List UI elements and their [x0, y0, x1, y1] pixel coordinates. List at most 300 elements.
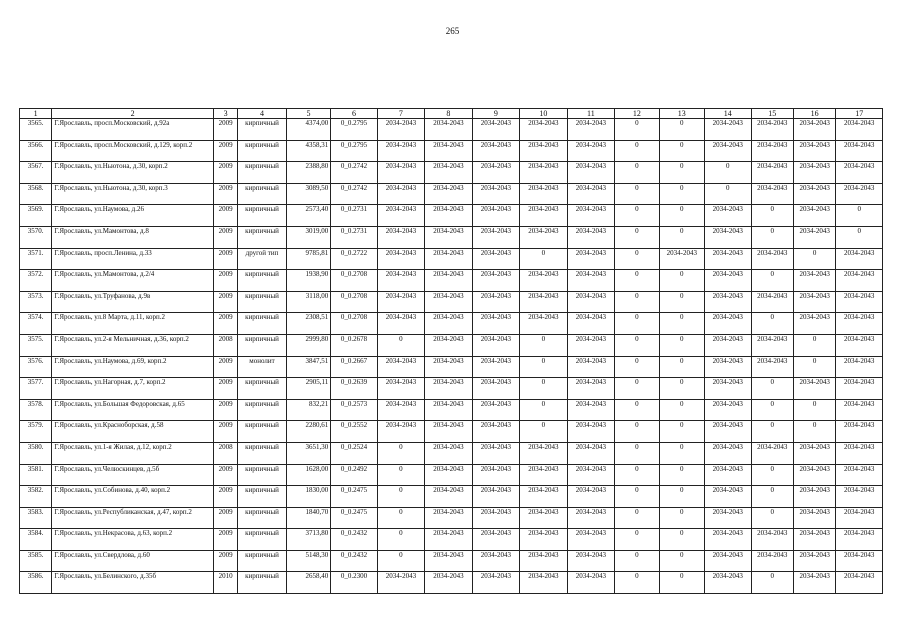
- table-row: [20, 486, 883, 508]
- coefficient-cell: 0_0.2475: [331, 507, 377, 529]
- period-c9-cell: 2034-2043: [472, 226, 519, 248]
- column-header: 14: [705, 109, 751, 119]
- table-body: [20, 119, 883, 594]
- period-c16-cell: 0: [793, 248, 835, 270]
- address-cell: Г.Ярославль, ул.Наумова, д.26: [52, 205, 214, 227]
- coefficient-cell: 0_0.2731: [331, 205, 377, 227]
- area-cell: 1628,00: [286, 464, 330, 486]
- address-cell: Г.Ярославль, ул.Некрасова, д.63, корп.2: [52, 529, 214, 551]
- period-c12-cell: 0: [615, 205, 659, 227]
- period-c16-cell: 0: [793, 356, 835, 378]
- period-c7-cell: 2034-2043: [377, 313, 424, 335]
- period-c13-cell: 0: [659, 399, 704, 421]
- period-c14-cell: 2034-2043: [705, 226, 751, 248]
- coefficient-cell: 0_0.2708: [331, 270, 377, 292]
- period-c12-cell: 0: [615, 378, 659, 400]
- period-c10-cell: 2034-2043: [520, 486, 567, 508]
- period-c7-cell: 2034-2043: [377, 378, 424, 400]
- row-number-cell: 3582.: [20, 486, 52, 508]
- table-row: [20, 226, 883, 248]
- coefficient-cell: 0_0.2492: [331, 464, 377, 486]
- period-c10-cell: 2034-2043: [520, 140, 567, 162]
- area-cell: 3118,00: [286, 291, 330, 313]
- period-c8-cell: 2034-2043: [425, 442, 472, 464]
- period-c8-cell: 2034-2043: [425, 270, 472, 292]
- period-c16-cell: 2034-2043: [793, 140, 835, 162]
- period-c17-cell: 2034-2043: [836, 507, 883, 529]
- row-number-cell: 3584.: [20, 529, 52, 551]
- coefficient-cell: 0_0.2667: [331, 356, 377, 378]
- period-c7-cell: 2034-2043: [377, 399, 424, 421]
- period-c13-cell: 0: [659, 550, 704, 572]
- period-c14-cell: 2034-2043: [705, 205, 751, 227]
- area-cell: 4374,00: [286, 119, 330, 141]
- coefficient-cell: 0_0.2432: [331, 550, 377, 572]
- period-c17-cell: 2034-2043: [836, 119, 883, 141]
- period-c17-cell: 0: [836, 226, 883, 248]
- year-built-cell: 2008: [214, 334, 238, 356]
- area-cell: 1830,00: [286, 486, 330, 508]
- wall-material-cell: кирпичный: [238, 226, 287, 248]
- period-c15-cell: 2034-2043: [751, 550, 793, 572]
- period-c14-cell: 2034-2043: [705, 421, 751, 443]
- column-header: 4: [238, 109, 287, 119]
- period-c16-cell: 0: [793, 334, 835, 356]
- period-c13-cell: 0: [659, 183, 704, 205]
- column-header: 12: [615, 109, 659, 119]
- column-number-header-row: [20, 109, 883, 119]
- period-c17-cell: 2034-2043: [836, 421, 883, 443]
- period-c17-cell: 0: [836, 205, 883, 227]
- period-c7-cell: 2034-2043: [377, 421, 424, 443]
- period-c14-cell: 2034-2043: [705, 529, 751, 551]
- period-c7-cell: 2034-2043: [377, 140, 424, 162]
- period-c14-cell: 0: [705, 162, 751, 184]
- period-c9-cell: 2034-2043: [472, 334, 519, 356]
- period-c7-cell: 2034-2043: [377, 572, 424, 594]
- period-c13-cell: 0: [659, 378, 704, 400]
- period-c15-cell: 0: [751, 486, 793, 508]
- wall-material-cell: кирпичный: [238, 291, 287, 313]
- period-c12-cell: 0: [615, 313, 659, 335]
- period-c9-cell: 2034-2043: [472, 399, 519, 421]
- period-c9-cell: 2034-2043: [472, 291, 519, 313]
- period-c13-cell: 0: [659, 119, 704, 141]
- period-c17-cell: 2034-2043: [836, 356, 883, 378]
- address-cell: Г.Ярославль, ул.1-я Жилая, д.12, корп.2: [52, 442, 214, 464]
- row-number-cell: 3578.: [20, 399, 52, 421]
- period-c14-cell: 2034-2043: [705, 486, 751, 508]
- period-c15-cell: 0: [751, 313, 793, 335]
- period-c10-cell: 2034-2043: [520, 226, 567, 248]
- period-c9-cell: 2034-2043: [472, 378, 519, 400]
- period-c17-cell: 2034-2043: [836, 248, 883, 270]
- period-c9-cell: 2034-2043: [472, 421, 519, 443]
- period-c9-cell: 2034-2043: [472, 270, 519, 292]
- period-c13-cell: 0: [659, 442, 704, 464]
- area-cell: 2658,40: [286, 572, 330, 594]
- row-number-cell: 3572.: [20, 270, 52, 292]
- wall-material-cell: кирпичный: [238, 378, 287, 400]
- year-built-cell: 2009: [214, 119, 238, 141]
- period-c17-cell: 2034-2043: [836, 162, 883, 184]
- period-c13-cell: 0: [659, 205, 704, 227]
- period-c8-cell: 2034-2043: [425, 226, 472, 248]
- row-number-cell: 3574.: [20, 313, 52, 335]
- period-c11-cell: 2034-2043: [567, 399, 614, 421]
- coefficient-cell: 0_0.2639: [331, 378, 377, 400]
- period-c11-cell: 2034-2043: [567, 442, 614, 464]
- row-number-cell: 3585.: [20, 550, 52, 572]
- column-header: 16: [793, 109, 835, 119]
- address-cell: Г.Ярославль, просп.Ленина, д.33: [52, 248, 214, 270]
- period-c14-cell: 2034-2043: [705, 507, 751, 529]
- row-number-cell: 3571.: [20, 248, 52, 270]
- period-c11-cell: 2034-2043: [567, 226, 614, 248]
- row-number-cell: 3579.: [20, 421, 52, 443]
- period-c11-cell: 2034-2043: [567, 119, 614, 141]
- period-c11-cell: 2034-2043: [567, 334, 614, 356]
- period-c9-cell: 2034-2043: [472, 313, 519, 335]
- period-c16-cell: 2034-2043: [793, 464, 835, 486]
- period-c15-cell: 0: [751, 226, 793, 248]
- period-c7-cell: 2034-2043: [377, 356, 424, 378]
- table-row: [20, 183, 883, 205]
- address-cell: Г.Ярославль, ул.Наумова, д.69, корп.2: [52, 356, 214, 378]
- period-c16-cell: 0: [793, 399, 835, 421]
- period-c12-cell: 0: [615, 507, 659, 529]
- period-c7-cell: 0: [377, 529, 424, 551]
- table-row: [20, 205, 883, 227]
- period-c8-cell: 2034-2043: [425, 550, 472, 572]
- period-c16-cell: 2034-2043: [793, 291, 835, 313]
- area-cell: 2280,61: [286, 421, 330, 443]
- year-built-cell: 2009: [214, 507, 238, 529]
- period-c14-cell: 2034-2043: [705, 313, 751, 335]
- period-c9-cell: 2034-2043: [472, 464, 519, 486]
- period-c14-cell: 2034-2043: [705, 119, 751, 141]
- period-c8-cell: 2034-2043: [425, 291, 472, 313]
- period-c14-cell: 2034-2043: [705, 291, 751, 313]
- wall-material-cell: кирпичный: [238, 334, 287, 356]
- coefficient-cell: 0_0.2708: [331, 291, 377, 313]
- wall-material-cell: кирпичный: [238, 529, 287, 551]
- coefficient-cell: 0_0.2432: [331, 529, 377, 551]
- table-row: [20, 291, 883, 313]
- period-c9-cell: 2034-2043: [472, 529, 519, 551]
- period-c12-cell: 0: [615, 442, 659, 464]
- area-cell: 9785,81: [286, 248, 330, 270]
- wall-material-cell: кирпичный: [238, 507, 287, 529]
- area-cell: 832,21: [286, 399, 330, 421]
- period-c11-cell: 2034-2043: [567, 270, 614, 292]
- period-c8-cell: 2034-2043: [425, 421, 472, 443]
- period-c16-cell: 2034-2043: [793, 183, 835, 205]
- period-c8-cell: 2034-2043: [425, 464, 472, 486]
- period-c16-cell: 2034-2043: [793, 119, 835, 141]
- period-c14-cell: 2034-2043: [705, 356, 751, 378]
- table-row: [20, 464, 883, 486]
- address-cell: Г.Ярославль, ул.Республиканская, д.47, корп.2: [52, 507, 214, 529]
- period-c16-cell: 2034-2043: [793, 378, 835, 400]
- period-c14-cell: 2034-2043: [705, 464, 751, 486]
- row-number-cell: 3568.: [20, 183, 52, 205]
- address-cell: Г.Ярославль, ул.Красноборская, д.58: [52, 421, 214, 443]
- period-c11-cell: 2034-2043: [567, 572, 614, 594]
- period-c8-cell: 2034-2043: [425, 313, 472, 335]
- period-c15-cell: 0: [751, 270, 793, 292]
- period-c8-cell: 2034-2043: [425, 119, 472, 141]
- row-number-cell: 3565.: [20, 119, 52, 141]
- period-c15-cell: 2034-2043: [751, 356, 793, 378]
- period-c14-cell: 2034-2043: [705, 378, 751, 400]
- period-c8-cell: 2034-2043: [425, 205, 472, 227]
- period-c7-cell: 0: [377, 464, 424, 486]
- table-row: [20, 378, 883, 400]
- wall-material-cell: кирпичный: [238, 486, 287, 508]
- year-built-cell: 2009: [214, 529, 238, 551]
- address-cell: Г.Ярославль, просп.Московский, д.129, корп.2: [52, 140, 214, 162]
- year-built-cell: 2009: [214, 270, 238, 292]
- period-c9-cell: 2034-2043: [472, 248, 519, 270]
- period-c12-cell: 0: [615, 248, 659, 270]
- period-c9-cell: 2034-2043: [472, 140, 519, 162]
- period-c13-cell: 0: [659, 270, 704, 292]
- column-header: 10: [520, 109, 567, 119]
- period-c8-cell: 2034-2043: [425, 486, 472, 508]
- period-c12-cell: 0: [615, 356, 659, 378]
- period-c11-cell: 2034-2043: [567, 140, 614, 162]
- row-number-cell: 3569.: [20, 205, 52, 227]
- year-built-cell: 2009: [214, 464, 238, 486]
- year-built-cell: 2009: [214, 248, 238, 270]
- period-c10-cell: 0: [520, 378, 567, 400]
- period-c13-cell: 0: [659, 226, 704, 248]
- column-header: 1: [20, 109, 52, 119]
- year-built-cell: 2010: [214, 572, 238, 594]
- period-c10-cell: 2034-2043: [520, 507, 567, 529]
- period-c12-cell: 0: [615, 270, 659, 292]
- wall-material-cell: кирпичный: [238, 399, 287, 421]
- column-header: 13: [659, 109, 704, 119]
- period-c7-cell: 0: [377, 334, 424, 356]
- row-number-cell: 3570.: [20, 226, 52, 248]
- period-c7-cell: 0: [377, 442, 424, 464]
- column-header: 5: [286, 109, 330, 119]
- period-c9-cell: 2034-2043: [472, 162, 519, 184]
- period-c13-cell: 0: [659, 486, 704, 508]
- column-header: 6: [331, 109, 377, 119]
- period-c15-cell: 2034-2043: [751, 291, 793, 313]
- year-built-cell: 2009: [214, 205, 238, 227]
- period-c7-cell: 2034-2043: [377, 119, 424, 141]
- row-number-cell: 3581.: [20, 464, 52, 486]
- coefficient-cell: 0_0.2708: [331, 313, 377, 335]
- address-cell: Г.Ярославль, ул.Свердлова, д.60: [52, 550, 214, 572]
- address-cell: Г.Ярославль, ул.Челюскинцев, д.5б: [52, 464, 214, 486]
- area-cell: 2308,51: [286, 313, 330, 335]
- period-c8-cell: 2034-2043: [425, 162, 472, 184]
- period-c11-cell: 2034-2043: [567, 507, 614, 529]
- address-cell: Г.Ярославль, ул.Мамонтова, д.2/4: [52, 270, 214, 292]
- period-c7-cell: 2034-2043: [377, 183, 424, 205]
- period-c12-cell: 0: [615, 421, 659, 443]
- period-c12-cell: 0: [615, 486, 659, 508]
- period-c16-cell: 2034-2043: [793, 529, 835, 551]
- period-c12-cell: 0: [615, 291, 659, 313]
- period-c8-cell: 2034-2043: [425, 248, 472, 270]
- period-c9-cell: 2034-2043: [472, 183, 519, 205]
- period-c17-cell: 2034-2043: [836, 550, 883, 572]
- column-header: 7: [377, 109, 424, 119]
- period-c17-cell: 2034-2043: [836, 270, 883, 292]
- column-header: 17: [836, 109, 883, 119]
- period-c11-cell: 2034-2043: [567, 421, 614, 443]
- page-number: 265: [445, 26, 460, 36]
- period-c13-cell: 0: [659, 529, 704, 551]
- period-c10-cell: 0: [520, 334, 567, 356]
- column-header: 3: [214, 109, 238, 119]
- wall-material-cell: кирпичный: [238, 205, 287, 227]
- period-c13-cell: 0: [659, 313, 704, 335]
- period-c15-cell: 0: [751, 507, 793, 529]
- row-number-cell: 3577.: [20, 378, 52, 400]
- period-c15-cell: 2034-2043: [751, 183, 793, 205]
- period-c15-cell: 0: [751, 421, 793, 443]
- address-cell: Г.Ярославль, ул.2-я Мельничная, д.36, корп.2: [52, 334, 214, 356]
- wall-material-cell: кирпичный: [238, 270, 287, 292]
- period-c12-cell: 0: [615, 119, 659, 141]
- period-c17-cell: 2034-2043: [836, 464, 883, 486]
- row-number-cell: 3567.: [20, 162, 52, 184]
- period-c9-cell: 2034-2043: [472, 486, 519, 508]
- table-row: [20, 421, 883, 443]
- year-built-cell: 2009: [214, 486, 238, 508]
- period-c9-cell: 2034-2043: [472, 356, 519, 378]
- area-cell: 3713,80: [286, 529, 330, 551]
- coefficient-cell: 0_0.2742: [331, 162, 377, 184]
- period-c10-cell: 2034-2043: [520, 291, 567, 313]
- period-c12-cell: 0: [615, 162, 659, 184]
- period-c16-cell: 2034-2043: [793, 550, 835, 572]
- area-cell: 1938,90: [286, 270, 330, 292]
- coefficient-cell: 0_0.2722: [331, 248, 377, 270]
- period-c13-cell: 0: [659, 291, 704, 313]
- period-c15-cell: 0: [751, 205, 793, 227]
- wall-material-cell: другой тип: [238, 248, 287, 270]
- coefficient-cell: 0_0.2552: [331, 421, 377, 443]
- period-c9-cell: 2034-2043: [472, 572, 519, 594]
- period-c14-cell: 2034-2043: [705, 572, 751, 594]
- coefficient-cell: 0_0.2678: [331, 334, 377, 356]
- wall-material-cell: кирпичный: [238, 442, 287, 464]
- period-c12-cell: 0: [615, 529, 659, 551]
- period-c14-cell: 0: [705, 183, 751, 205]
- period-c10-cell: 2034-2043: [520, 119, 567, 141]
- period-c8-cell: 2034-2043: [425, 356, 472, 378]
- table-row: [20, 399, 883, 421]
- table-row: [20, 529, 883, 551]
- period-c10-cell: 2034-2043: [520, 162, 567, 184]
- wall-material-cell: кирпичный: [238, 183, 287, 205]
- period-c7-cell: 0: [377, 550, 424, 572]
- period-c9-cell: 2034-2043: [472, 442, 519, 464]
- wall-material-cell: кирпичный: [238, 119, 287, 141]
- table-row: [20, 507, 883, 529]
- period-c11-cell: 2034-2043: [567, 248, 614, 270]
- year-built-cell: 2009: [214, 399, 238, 421]
- period-c10-cell: 2034-2043: [520, 183, 567, 205]
- period-c16-cell: 2034-2043: [793, 205, 835, 227]
- wall-material-cell: кирпичный: [238, 421, 287, 443]
- address-cell: Г.Ярославль, ул.Нагорная, д.7, корп.2: [52, 378, 214, 400]
- period-c14-cell: 2034-2043: [705, 334, 751, 356]
- coefficient-cell: 0_0.2795: [331, 140, 377, 162]
- wall-material-cell: кирпичный: [238, 464, 287, 486]
- period-c17-cell: 2034-2043: [836, 529, 883, 551]
- period-c7-cell: 0: [377, 486, 424, 508]
- table-row: [20, 270, 883, 292]
- period-c17-cell: 2034-2043: [836, 313, 883, 335]
- table-row: [20, 162, 883, 184]
- period-c10-cell: 2034-2043: [520, 442, 567, 464]
- period-c16-cell: 2034-2043: [793, 162, 835, 184]
- area-cell: 1840,70: [286, 507, 330, 529]
- period-c15-cell: 2034-2043: [751, 162, 793, 184]
- table-row: [20, 119, 883, 141]
- period-c11-cell: 2034-2043: [567, 205, 614, 227]
- address-cell: Г.Ярославль, ул.Белинского, д.35б: [52, 572, 214, 594]
- period-c17-cell: 2034-2043: [836, 378, 883, 400]
- coefficient-cell: 0_0.2731: [331, 226, 377, 248]
- period-c12-cell: 0: [615, 399, 659, 421]
- period-c10-cell: 0: [520, 421, 567, 443]
- period-c16-cell: 2034-2043: [793, 226, 835, 248]
- wall-material-cell: монолит: [238, 356, 287, 378]
- period-c10-cell: 2034-2043: [520, 270, 567, 292]
- period-c15-cell: 2034-2043: [751, 334, 793, 356]
- period-c14-cell: 2034-2043: [705, 442, 751, 464]
- period-c17-cell: 2034-2043: [836, 399, 883, 421]
- row-number-cell: 3575.: [20, 334, 52, 356]
- address-cell: Г.Ярославль, ул.8 Марта, д.11, корп.2: [52, 313, 214, 335]
- period-c9-cell: 2034-2043: [472, 507, 519, 529]
- row-number-cell: 3576.: [20, 356, 52, 378]
- period-c7-cell: 2034-2043: [377, 248, 424, 270]
- row-number-cell: 3573.: [20, 291, 52, 313]
- period-c7-cell: 2034-2043: [377, 162, 424, 184]
- period-c11-cell: 2034-2043: [567, 313, 614, 335]
- coefficient-cell: 0_0.2524: [331, 442, 377, 464]
- period-c13-cell: 0: [659, 140, 704, 162]
- period-c11-cell: 2034-2043: [567, 162, 614, 184]
- period-c10-cell: 2034-2043: [520, 572, 567, 594]
- table-row: [20, 248, 883, 270]
- period-c11-cell: 2034-2043: [567, 356, 614, 378]
- address-cell: Г.Ярославль, ул.Труфанова, д.9в: [52, 291, 214, 313]
- period-c11-cell: 2034-2043: [567, 183, 614, 205]
- period-c11-cell: 2034-2043: [567, 378, 614, 400]
- period-c17-cell: 2034-2043: [836, 291, 883, 313]
- coefficient-cell: 0_0.2742: [331, 183, 377, 205]
- coefficient-cell: 0_0.2795: [331, 119, 377, 141]
- year-built-cell: 2009: [214, 291, 238, 313]
- period-c13-cell: 0: [659, 334, 704, 356]
- period-c10-cell: 2034-2043: [520, 529, 567, 551]
- period-c12-cell: 0: [615, 334, 659, 356]
- period-c7-cell: 2034-2043: [377, 205, 424, 227]
- period-c11-cell: 2034-2043: [567, 529, 614, 551]
